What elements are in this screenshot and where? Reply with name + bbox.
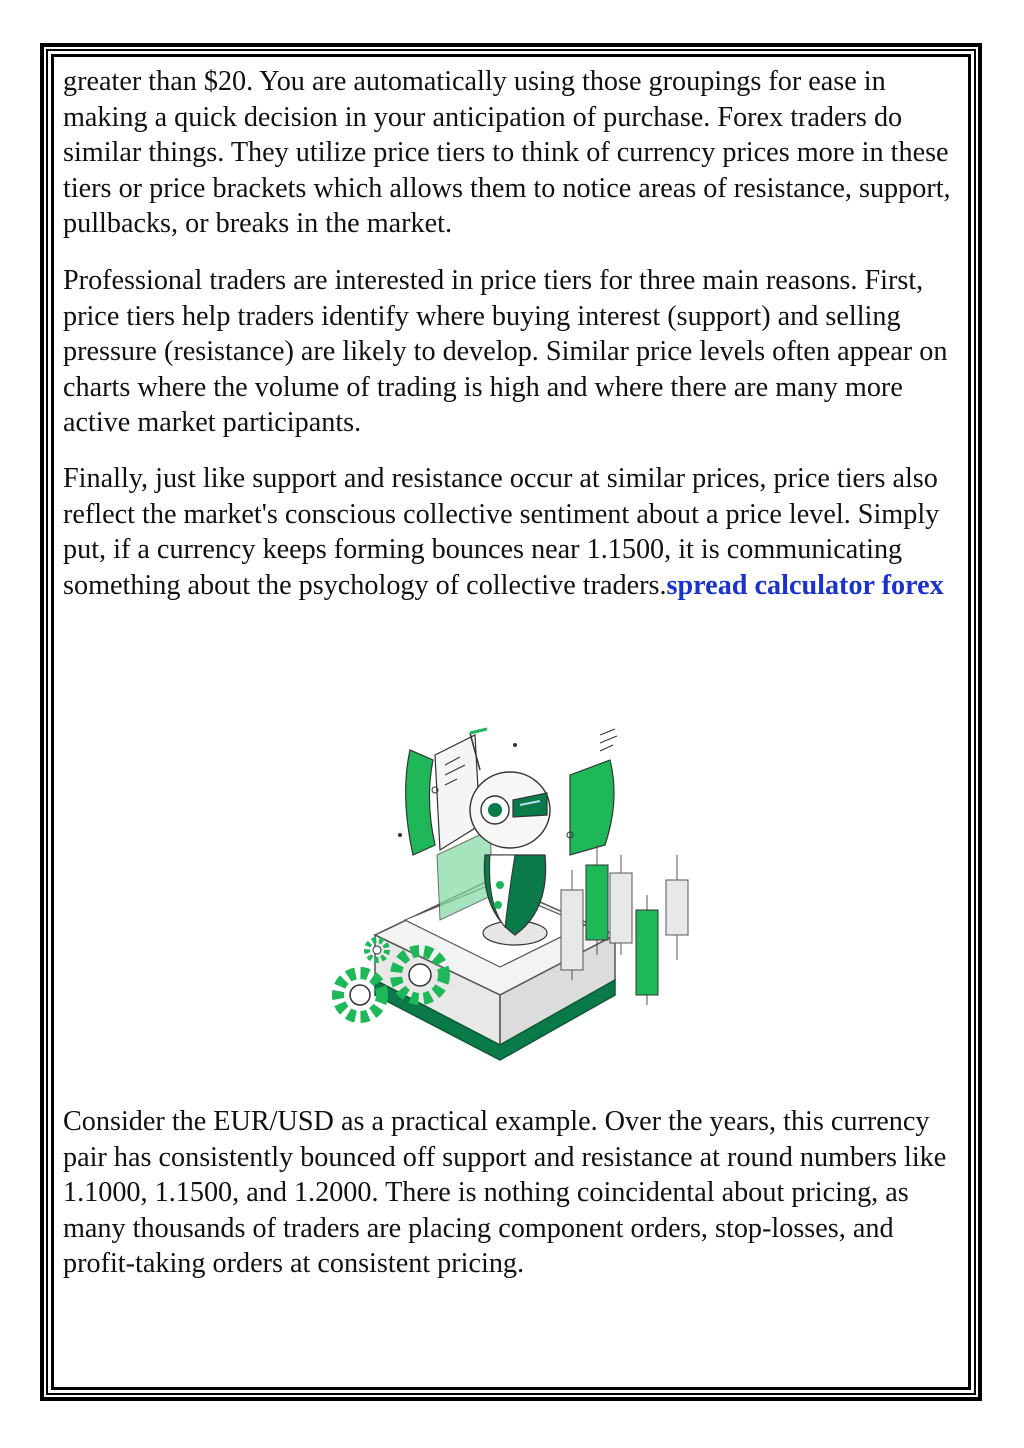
paragraph-collective-sentiment-text: Finally, just like support and resistance occur at similar prices, price tiers also reflect the market's conscious collective sentiment about a price level. Simply put, if a currency keeps forming bounces near 1.1500, it is communicating something about the psychology of collective traders. <box>63 463 940 601</box>
paragraph-price-groupings: greater than $20. You are automatically using those groupings for ease in making a quick decision in your anticipation of purchase. Forex traders do similar things. They utilize price tiers to think of currency prices more in these tiers or price brackets which allows them to notice areas of resistance, support, pullbacks, or breaks in the market. <box>63 66 951 240</box>
paragraph-collective-sentiment <box>63 461 953 603</box>
trading-robot-illustration <box>315 705 715 1075</box>
paragraph-professional-traders: Professional traders are interested in price tiers for three main reasons. First, price tiers help traders identify where buying interest (support) and selling pressure (resistance) are likely to develop. Similar price levels often appear on charts where the volume of trading is high and where there are many more active market participants. <box>63 265 948 439</box>
right-hologram-panel <box>570 729 617 855</box>
paragraph-eur-usd-example: Consider the EUR/USD as a practical example. Over the years, this currency pair has consistently bounced off support and resistance at round numbers like 1.1000, 1.1500, and 1.2000. There is nothing coincidental about pricing, as many thousands of traders are placing component orders, stop-losses, and profit-taking orders at consistent pricing. <box>63 1106 947 1280</box>
spread-calculator-forex-link[interactable]: spread calculator forex <box>666 569 944 601</box>
